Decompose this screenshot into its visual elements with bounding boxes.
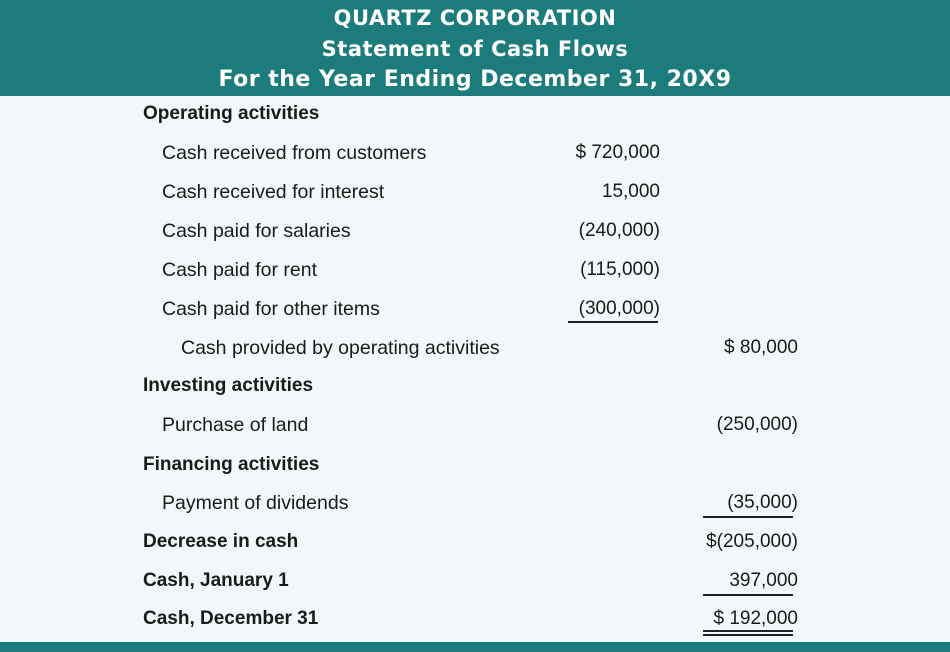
table-row <box>0 488 950 518</box>
statement-title: Statement of Cash Flows <box>321 37 629 61</box>
table-row <box>0 138 950 168</box>
line-item-label: Cash paid for other items <box>162 298 380 320</box>
table-row <box>0 177 950 207</box>
company-name: QUARTZ CORPORATION <box>333 6 617 30</box>
line-item-amount: (35,000) <box>727 492 798 513</box>
decrease-amount: $(205,000) <box>706 531 798 552</box>
statement-header <box>0 0 950 96</box>
table-row <box>0 294 950 324</box>
section-heading-operating <box>0 99 950 129</box>
operating-heading: Operating activities <box>143 103 320 124</box>
line-item-amount: (300,000) <box>578 298 660 319</box>
line-item-amount: 15,000 <box>601 181 660 202</box>
section-heading-investing <box>0 371 950 401</box>
subtotal-underline <box>703 594 793 596</box>
line-item-label: Cash paid for rent <box>162 259 318 281</box>
line-item-label: Payment of dividends <box>162 492 349 514</box>
table-row <box>0 604 950 634</box>
table-row <box>0 566 950 596</box>
operating-total-amount: $ 80,000 <box>724 337 798 358</box>
line-item-label: Cash received for interest <box>162 181 385 203</box>
line-item-amount: (250,000) <box>716 414 798 435</box>
footer-bar <box>0 642 950 652</box>
table-row <box>0 527 950 557</box>
line-item-amount: $ 720,000 <box>575 142 660 163</box>
subtotal-underline <box>568 321 658 323</box>
decrease-label: Decrease in cash <box>143 531 299 552</box>
double-underline <box>703 630 793 636</box>
operating-total-label: Cash provided by operating activities <box>181 337 500 359</box>
cash-jan-label: Cash, January 1 <box>143 570 289 591</box>
table-row <box>0 216 950 246</box>
investing-heading: Investing activities <box>143 375 314 396</box>
subtotal-underline <box>703 516 793 518</box>
line-item-label: Cash paid for salaries <box>162 220 351 242</box>
line-item-amount: (240,000) <box>578 220 660 241</box>
financing-heading: Financing activities <box>143 454 320 475</box>
section-heading-financing <box>0 450 950 480</box>
cash-jan-amount: 397,000 <box>729 570 798 591</box>
line-item-amount: (115,000) <box>580 259 660 280</box>
table-row <box>0 333 950 363</box>
table-row <box>0 255 950 285</box>
table-row <box>0 410 950 440</box>
line-item-label: Purchase of land <box>162 414 309 436</box>
line-item-label: Cash received from customers <box>162 142 427 164</box>
cash-dec-amount: $ 192,000 <box>713 608 798 629</box>
statement-period: For the Year Ending December 31, 20X9 <box>218 67 732 92</box>
cash-dec-label: Cash, December 31 <box>143 608 319 629</box>
